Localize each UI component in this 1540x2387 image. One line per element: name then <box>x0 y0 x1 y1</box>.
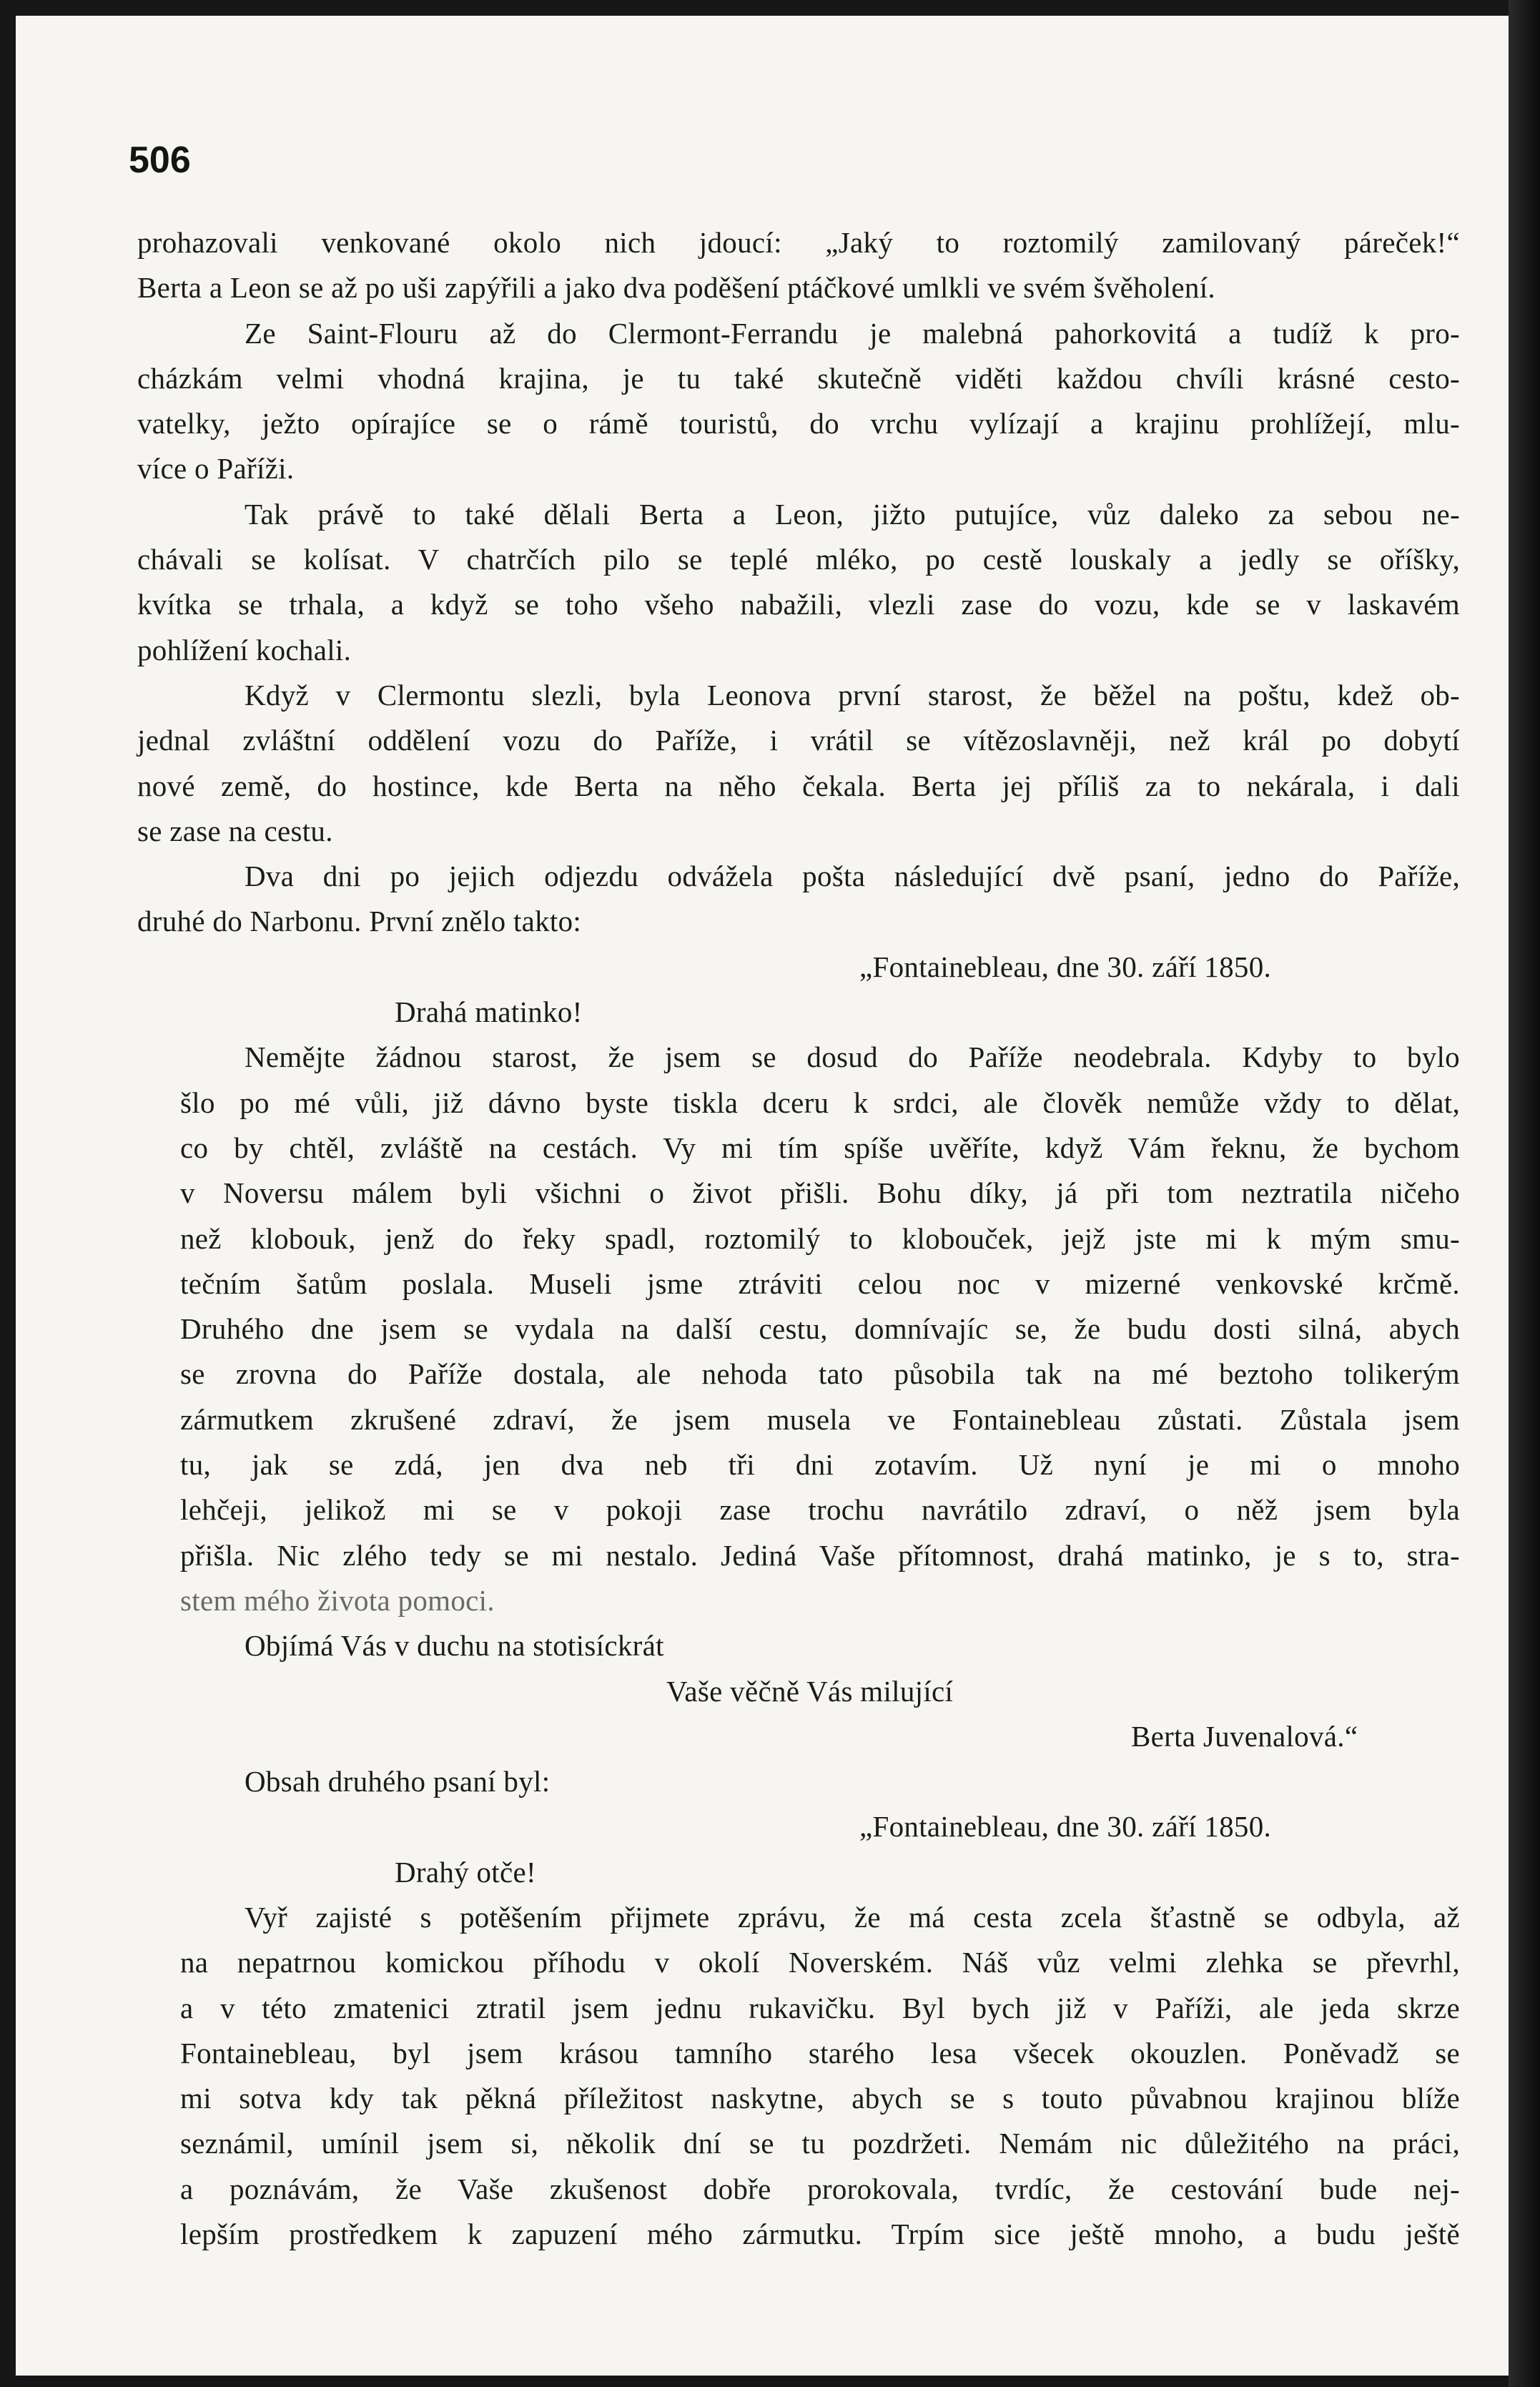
text-line: Vyř zajisté s potěšením přijmete zprávu, že má cesta zcela šťastně se odbyla, až <box>245 1900 1460 1934</box>
text-line: co by chtěl, zvláště na cestách. Vy mi tím spíše uvěříte, když Vám řeknu, že bychom <box>180 1131 1460 1164</box>
text-line: nové země, do hostince, kde Berta na něho čekala. Berta jej příliš za to nekárala, i dali <box>137 769 1460 802</box>
text-line: se zase na cestu. <box>137 814 333 847</box>
text-line: kvítka se trhala, a když se toho všeho nabažili, vlezli zase do vozu, kde se v laskavém <box>137 588 1460 621</box>
text-line: Tak právě to také dělali Berta a Leon, jižto putujíce, vůz daleko za sebou ne- <box>245 497 1460 531</box>
text-line: tu, jak se zdá, jen dva neb tři dni zotavím. Už nyní je mi o mnoho <box>180 1448 1460 1482</box>
text-line: a poznávám, že Vaše zkušenost dobře prorokovala, tvrdíc, že cestování bude nej- <box>180 2172 1460 2205</box>
letter1-dateline: „Fontainebleau, dne 30. září 1850. <box>859 950 1272 983</box>
text-line: Nemějte žádnou starost, že jsem se dosud do Paříže neodebrala. Kdyby to bylo <box>245 1040 1460 1074</box>
text-line: lepším prostředkem k zapuzení mého zármutku. Trpím sice ještě mnoho, a budu ještě <box>180 2218 1460 2251</box>
letter1-closing: Objímá Vás v duchu na stotisíckrát <box>245 1629 664 1663</box>
text-line: Dva dni po jejich odjezdu odvážela pošta následující dvě psaní, jedno do Paříže, <box>245 860 1460 893</box>
text-line: se zrovna do Paříže dostala, ale nehoda tato působila tak na mé beztoho tolikerým <box>180 1357 1460 1391</box>
text-line: na nepatrnou komickou příhodu v okolí Noverském. Náš vůz velmi zlehka se převrhl, <box>180 1946 1460 1979</box>
text-line: než klobouk, jenž do řeky spadl, roztomilý to klobouček, jejž jste mi k mým smu- <box>180 1221 1460 1255</box>
text-line: zármutkem zkrušené zdraví, že jsem musela ve Fontainebleau zůstati. Zůstala jsem <box>180 1402 1460 1436</box>
letter2-intro: Obsah druhého psaní byl: <box>245 1765 551 1798</box>
letter2-body <box>137 1895 1460 2257</box>
text-line: Druhého dne jsem se vydala na další cestu, domnívajíc se, že budu dosti silná, abych <box>180 1312 1460 1346</box>
book-page <box>16 16 1509 2376</box>
text-line: chávali se kolísat. V chatrčích pilo se teplé mléko, po cestě louskaly a jedly se oříšky, <box>137 543 1460 576</box>
page-number: 506 <box>129 139 191 181</box>
text-line: mi sotva kdy tak pěkná příležitost naskytne, abych se s touto půvabnou krajinou blíže <box>180 2082 1460 2115</box>
text-line: prohazovali venkované okolo nich jdoucí: „Jaký to roztomilý zamilovaný páreček!“ <box>137 226 1460 259</box>
text-line: tečním šatům poslala. Museli jsme ztráviti celou noc v mizerné venkovské krčmě. <box>180 1266 1460 1300</box>
text-line: Fontainebleau, byl jsem krásou tamního starého lesa všecek okouzlen. Poněvadž se <box>180 2036 1460 2069</box>
letter1-closing-2: Vaše věčně Vás milující <box>666 1674 954 1708</box>
text-line: lehčeji, jelikož mi se v pokoji zase trochu navrátilo zdraví, o něž jsem byla <box>180 1493 1460 1527</box>
letter1-salutation: Drahá matinko! <box>395 995 583 1029</box>
text-line: Když v Clermontu slezli, byla Leonova první starost, že běžel na poštu, kdež ob- <box>245 678 1460 712</box>
scan-edge <box>1509 0 1540 2387</box>
text-line: jednal zvláštní oddělení vozu do Paříže, i vrátil se vítězoslavněji, než král po dobytí <box>137 724 1460 757</box>
text-line: v Noversu málem byli všichni o život přišli. Bohu díky, já při tom neztratila ničeho <box>180 1176 1460 1210</box>
page-text <box>137 220 1460 2257</box>
letter2-dateline: „Fontainebleau, dne 30. září 1850. <box>859 1810 1272 1844</box>
text-line: Ze Saint-Flouru až do Clermont-Ferrandu je malebná pahorkovitá a tudíž k pro- <box>245 316 1460 350</box>
text-line: seznámil, umínil jsem si, několik dní se tu pozdržeti. Nemám nic důležitého na práci, <box>180 2127 1460 2160</box>
text-line: přišla. Nic zlého tedy se mi nestalo. Jediná Vaše přítomnost, drahá matinko, je s to, stra- <box>180 1538 1460 1572</box>
text-line: šlo po mé vůli, již dávno byste tiskla dceru k srdci, ale člověk nemůže vždy to dělat, <box>180 1086 1460 1119</box>
text-line: Berta a Leon se až po uši zapýřili a jako dva poděšení ptáčkové umlkli ve svém švěholení. <box>137 271 1215 305</box>
text-line: pohlížení kochali. <box>137 633 352 666</box>
text-line: cházkám velmi vhodná krajina, je tu také skutečně viděti každou chvíli krásné cesto- <box>137 361 1460 395</box>
letter2-salutation: Drahý otče! <box>395 1855 536 1889</box>
text-line: vatelky, ježto opírajíce se o rámě touristů, do vrchu vylízají a krajinu prohlížejí, mlu- <box>137 407 1460 441</box>
text-line: více o Paříži. <box>137 452 295 486</box>
text-line: druhé do Narbonu. První znělo takto: <box>137 905 582 938</box>
text-line: a v této zmatenici ztratil jsem jednu rukavičku. Byl bych již v Paříži, ale jeda skrze <box>180 1991 1460 2024</box>
text-line: stem mého života pomoci. <box>180 1583 495 1617</box>
letter1-body <box>137 1035 1460 1623</box>
letter1-signature: Berta Juvenalová.“ <box>1131 1719 1358 1753</box>
